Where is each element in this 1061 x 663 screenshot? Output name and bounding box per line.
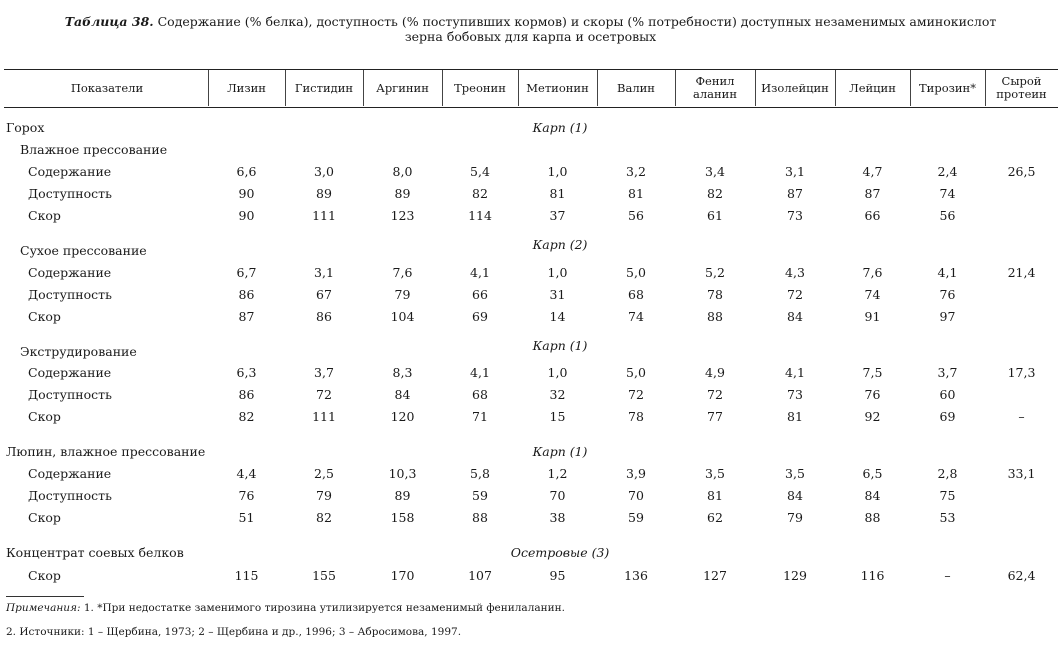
column-header-line-1: Метионин bbox=[526, 80, 589, 95]
subgroup-label-row bbox=[0, 343, 1061, 361]
table-row bbox=[0, 308, 1061, 326]
subgroup-label: Сухое прессование bbox=[20, 243, 147, 258]
table-cell: 90 bbox=[238, 186, 255, 201]
table-cell: 74 bbox=[939, 186, 956, 201]
table-cell: 2,8 bbox=[937, 466, 958, 481]
table-cell: 4,7 bbox=[862, 164, 883, 179]
table-cell: 158 bbox=[390, 510, 415, 525]
table-cell: 81 bbox=[549, 186, 566, 201]
header-bottom-rule bbox=[4, 107, 1058, 108]
table-cell: 155 bbox=[312, 568, 336, 583]
table-cell: 66 bbox=[864, 208, 881, 223]
table-cell: 26,5 bbox=[1007, 164, 1036, 179]
table-cell: 75 bbox=[939, 488, 956, 503]
column-header-line-1: Сырой bbox=[1001, 74, 1042, 88]
table-cell: 86 bbox=[238, 287, 255, 302]
table-cell: 120 bbox=[390, 409, 415, 424]
table-cell: 17,3 bbox=[1007, 365, 1036, 380]
column-header bbox=[363, 70, 442, 106]
table-cell: 1,2 bbox=[547, 466, 568, 481]
column-header bbox=[910, 70, 985, 106]
table-cell: 5,0 bbox=[626, 365, 646, 380]
table-cell: 5,2 bbox=[705, 265, 725, 280]
table-cell: 2,5 bbox=[314, 466, 334, 481]
table-row bbox=[0, 207, 1061, 225]
table-cell: 76 bbox=[238, 488, 255, 503]
row-label: Содержание bbox=[28, 365, 112, 380]
column-header-line-1: Изолейцин bbox=[761, 80, 829, 95]
section-fish-label: Карп (1) bbox=[532, 338, 588, 353]
table-cell: 4,1 bbox=[785, 365, 805, 380]
table-cell: 68 bbox=[472, 387, 488, 402]
table-cell: 3,7 bbox=[937, 365, 958, 380]
note-1-text: 1. *При недостатке заменимого тирозина утилизируется незаменимый фенилаланин. bbox=[83, 602, 565, 614]
table-cell: 127 bbox=[703, 568, 727, 583]
table-cell: 88 bbox=[472, 510, 488, 525]
notes-prefix: Примечания: bbox=[6, 602, 81, 614]
table-cell: 87 bbox=[864, 186, 881, 201]
table-row bbox=[0, 408, 1061, 426]
table-cell: 6,7 bbox=[236, 265, 257, 280]
table-cell: 77 bbox=[707, 409, 723, 424]
caption-text-1: Содержание (% белка), доступность (% поступивших кормов) и скоры (% потребности) доступных незаменимых аминокислот bbox=[157, 14, 997, 29]
table-cell: 3,7 bbox=[314, 365, 334, 380]
table-cell: 4,3 bbox=[785, 265, 805, 280]
table-cell: 7,6 bbox=[862, 265, 883, 280]
column-separator bbox=[985, 70, 986, 106]
table-cell: 5,8 bbox=[470, 466, 490, 481]
column-header bbox=[285, 70, 363, 106]
table-cell: 5,0 bbox=[626, 265, 646, 280]
column-header bbox=[6, 70, 208, 106]
table-cell: 104 bbox=[390, 309, 415, 324]
column-header-line-1: Гистидин bbox=[294, 80, 354, 95]
table-cell: 51 bbox=[238, 510, 255, 525]
column-header-line-2: аланин bbox=[692, 87, 737, 101]
row-label: Содержание bbox=[28, 164, 112, 179]
table-cell: 84 bbox=[864, 488, 881, 503]
table-cell: 33,1 bbox=[1007, 466, 1036, 481]
table-cell: 1,0 bbox=[547, 164, 568, 179]
column-header bbox=[597, 70, 675, 106]
table-row bbox=[0, 364, 1061, 382]
section-fish-label: Осетровые (3) bbox=[510, 545, 610, 560]
column-header bbox=[442, 70, 518, 106]
subgroup-label-row bbox=[0, 242, 1061, 260]
column-header-line-1: Треонин bbox=[454, 80, 506, 95]
row-label: Скор bbox=[28, 208, 61, 223]
column-separator bbox=[208, 70, 209, 106]
column-header-line-1: Лейцин bbox=[849, 80, 896, 95]
table-row bbox=[0, 509, 1061, 527]
table-cell: 111 bbox=[312, 208, 336, 223]
section-header-row bbox=[0, 443, 1061, 461]
table-cell: 88 bbox=[707, 309, 723, 324]
column-header bbox=[675, 70, 755, 106]
table-cell: 70 bbox=[549, 488, 566, 503]
note-1 bbox=[6, 602, 565, 614]
table-cell: 81 bbox=[787, 409, 803, 424]
table-cell: 3,9 bbox=[626, 466, 646, 481]
table-cell: 10,3 bbox=[388, 466, 417, 481]
column-header bbox=[518, 70, 597, 106]
row-label: Содержание bbox=[28, 265, 112, 280]
table-cell: 73 bbox=[787, 208, 803, 223]
row-label: Доступность bbox=[28, 387, 112, 402]
column-header-line-1: Тирозин* bbox=[919, 80, 976, 95]
table-cell: 89 bbox=[394, 186, 411, 201]
table-cell: 87 bbox=[238, 309, 255, 324]
table-cell: 89 bbox=[316, 186, 332, 201]
table-cell: 3,1 bbox=[314, 265, 334, 280]
table-cell: 8,3 bbox=[392, 365, 413, 380]
table-cell: 72 bbox=[628, 387, 644, 402]
table-cell: 86 bbox=[316, 309, 332, 324]
table-cell: 74 bbox=[628, 309, 644, 324]
table-cell: – bbox=[1018, 409, 1025, 424]
column-separator bbox=[285, 70, 286, 106]
table-cell: 69 bbox=[472, 309, 488, 324]
column-header-line-1: Валин bbox=[617, 80, 655, 95]
table-cell: 115 bbox=[234, 568, 259, 583]
column-header bbox=[985, 70, 1058, 106]
table-cell: 59 bbox=[628, 510, 644, 525]
column-separator bbox=[835, 70, 836, 106]
column-separator bbox=[363, 70, 364, 106]
section-header-row bbox=[0, 119, 1061, 137]
column-separator bbox=[518, 70, 519, 106]
table-cell: 136 bbox=[624, 568, 648, 583]
table-cell: 107 bbox=[468, 568, 492, 583]
table-cell: 56 bbox=[939, 208, 956, 223]
table-cell: 78 bbox=[707, 287, 723, 302]
table-cell: 1,0 bbox=[547, 365, 568, 380]
group-label: Горох bbox=[6, 120, 45, 135]
caption-line-1 bbox=[0, 14, 1061, 29]
column-header-line-1: Аргинин bbox=[376, 80, 429, 95]
table-cell: 114 bbox=[468, 208, 492, 223]
table-cell: 116 bbox=[860, 568, 885, 583]
group-label: Люпин, влажное прессование bbox=[6, 444, 206, 459]
table-row bbox=[0, 386, 1061, 404]
row-label: Доступность bbox=[28, 186, 112, 201]
table-cell: 7,6 bbox=[392, 265, 413, 280]
table-cell: 4,4 bbox=[236, 466, 257, 481]
table-cell: 4,1 bbox=[937, 265, 958, 280]
table-cell: 123 bbox=[390, 208, 415, 223]
table-cell: 59 bbox=[472, 488, 488, 503]
table-cell: 32 bbox=[549, 387, 566, 402]
table-cell: 8,0 bbox=[392, 164, 413, 179]
table-row bbox=[0, 185, 1061, 203]
table-cell: 92 bbox=[864, 409, 881, 424]
table-cell: 79 bbox=[316, 488, 332, 503]
column-header-line-1: Показатели bbox=[70, 80, 144, 95]
table-row bbox=[0, 567, 1061, 585]
table-cell: 86 bbox=[238, 387, 255, 402]
table-cell: 3,4 bbox=[705, 164, 725, 179]
table-cell: 82 bbox=[707, 186, 723, 201]
table-cell: 4,1 bbox=[470, 265, 490, 280]
table-cell: 1,0 bbox=[547, 265, 568, 280]
column-header-line-2: протеин bbox=[996, 87, 1047, 101]
table-cell: 68 bbox=[628, 287, 644, 302]
table-cell: 90 bbox=[238, 208, 255, 223]
section-fish-label: Карп (1) bbox=[532, 444, 588, 459]
table-cell: 2,4 bbox=[937, 164, 958, 179]
section-fish-label: Карп (1) bbox=[532, 120, 588, 135]
table-cell: 72 bbox=[787, 287, 803, 302]
table-cell: 82 bbox=[472, 186, 488, 201]
table-row bbox=[0, 487, 1061, 505]
table-cell: 62,4 bbox=[1007, 568, 1036, 583]
table-cell: 5,4 bbox=[470, 164, 490, 179]
table-cell: 66 bbox=[472, 287, 488, 302]
table-cell: 14 bbox=[549, 309, 566, 324]
column-separator bbox=[675, 70, 676, 106]
table-cell: 6,6 bbox=[236, 164, 257, 179]
column-separator bbox=[597, 70, 598, 106]
section-fish-label: Карп (2) bbox=[532, 237, 588, 252]
table-cell: 79 bbox=[787, 510, 803, 525]
table-cell: 3,5 bbox=[705, 466, 725, 481]
subgroup-label: Экструдирование bbox=[20, 344, 137, 359]
table-cell: 53 bbox=[939, 510, 956, 525]
table-cell: 81 bbox=[707, 488, 723, 503]
table-cell: 3,5 bbox=[785, 466, 805, 481]
table-cell: 3,0 bbox=[314, 164, 334, 179]
table-cell: 56 bbox=[628, 208, 644, 223]
table-cell: 76 bbox=[864, 387, 881, 402]
row-label: Скор bbox=[28, 568, 61, 583]
group-label: Концентрат соевых белков bbox=[6, 545, 184, 560]
table-cell: 79 bbox=[394, 287, 411, 302]
table-row bbox=[0, 465, 1061, 483]
table-cell: 82 bbox=[316, 510, 332, 525]
row-label: Скор bbox=[28, 510, 61, 525]
table-cell: 4,1 bbox=[470, 365, 490, 380]
column-header bbox=[755, 70, 835, 106]
table-cell: 72 bbox=[707, 387, 723, 402]
table-cell: 3,1 bbox=[785, 164, 805, 179]
table-caption bbox=[0, 14, 1061, 44]
row-label: Содержание bbox=[28, 466, 112, 481]
row-label: Скор bbox=[28, 309, 61, 324]
column-separator bbox=[442, 70, 443, 106]
table-cell: 70 bbox=[628, 488, 644, 503]
table-cell: 97 bbox=[939, 309, 956, 324]
table-cell: 7,5 bbox=[862, 365, 883, 380]
table-cell: 81 bbox=[628, 186, 644, 201]
column-header bbox=[208, 70, 285, 106]
column-separator bbox=[755, 70, 756, 106]
table-cell: 3,2 bbox=[626, 164, 646, 179]
table-cell: 38 bbox=[549, 510, 566, 525]
row-label: Доступность bbox=[28, 287, 112, 302]
subgroup-label-row bbox=[0, 141, 1061, 159]
table-cell: 170 bbox=[390, 568, 415, 583]
row-label: Доступность bbox=[28, 488, 112, 503]
table-cell: 31 bbox=[549, 287, 566, 302]
table-row bbox=[0, 163, 1061, 181]
row-label: Скор bbox=[28, 409, 61, 424]
table-cell: 84 bbox=[787, 488, 803, 503]
table-cell: 4,9 bbox=[705, 365, 725, 380]
table-cell: 15 bbox=[549, 409, 566, 424]
table-cell: 89 bbox=[394, 488, 411, 503]
table-cell: 74 bbox=[864, 287, 881, 302]
table-cell: – bbox=[944, 568, 951, 583]
column-header-line-1: Лизин bbox=[227, 80, 266, 95]
table-cell: 67 bbox=[316, 287, 332, 302]
column-header bbox=[835, 70, 910, 106]
caption-label: Таблица 38. bbox=[64, 14, 154, 29]
table-cell: 62 bbox=[707, 510, 723, 525]
note-2-text: 2. Источники: 1 – Щербина, 1973; 2 – Щербина и др., 1996; 3 – Абросимова, 1997. bbox=[6, 626, 462, 638]
caption-text-2: зерна бобовых для карпа и осетровых bbox=[404, 29, 657, 44]
table-cell: 82 bbox=[238, 409, 255, 424]
table-cell: 71 bbox=[472, 409, 488, 424]
table-cell: 111 bbox=[312, 409, 336, 424]
column-header-line-1: Фенил bbox=[695, 74, 735, 88]
table-cell: 72 bbox=[316, 387, 332, 402]
table-cell: 73 bbox=[787, 387, 803, 402]
table-row bbox=[0, 264, 1061, 282]
table-cell: 91 bbox=[864, 309, 881, 324]
note-2 bbox=[6, 626, 461, 638]
table-cell: 88 bbox=[864, 510, 881, 525]
table-cell: 60 bbox=[939, 387, 956, 402]
subgroup-label: Влажное прессование bbox=[20, 142, 168, 157]
table-cell: 87 bbox=[787, 186, 803, 201]
table-cell: 6,5 bbox=[862, 466, 883, 481]
table-cell: 69 bbox=[939, 409, 956, 424]
table-cell: 84 bbox=[394, 387, 411, 402]
column-separator bbox=[910, 70, 911, 106]
table-cell: 129 bbox=[783, 568, 807, 583]
table-cell: 84 bbox=[787, 309, 803, 324]
table-cell: 95 bbox=[549, 568, 566, 583]
section-header-row bbox=[0, 544, 1061, 562]
table-row bbox=[0, 286, 1061, 304]
table-cell: 37 bbox=[549, 208, 566, 223]
table-cell: 6,3 bbox=[236, 365, 257, 380]
table-cell: 78 bbox=[628, 409, 644, 424]
table-cell: 61 bbox=[707, 208, 723, 223]
table-cell: 76 bbox=[939, 287, 956, 302]
notes-divider bbox=[6, 596, 84, 597]
table-cell: 21,4 bbox=[1007, 265, 1036, 280]
